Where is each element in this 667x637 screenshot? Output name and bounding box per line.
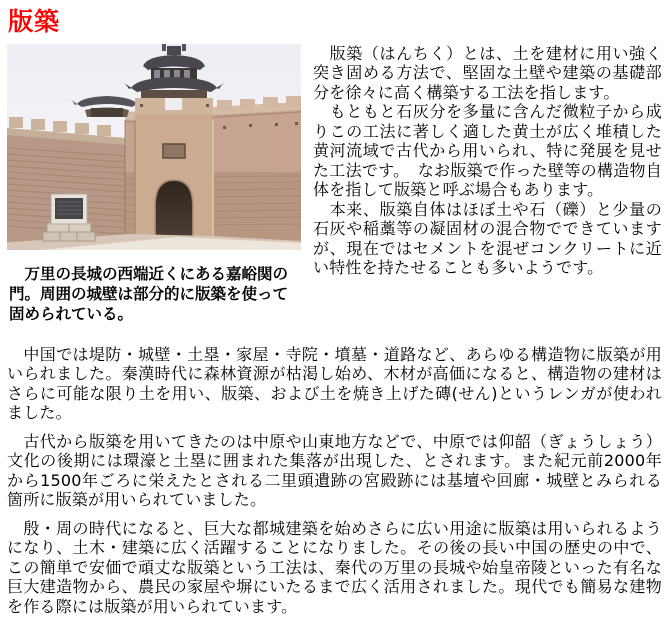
intro-paragraph: 版築（はんちく）とは、土を建材に用い強く突き固める方法で、堅固な土壁や建築の基礎部分を徐々に高く構築する工法を指します。 <box>313 43 662 102</box>
intro-column <box>313 44 662 278</box>
body-paragraph: 古代から版築を用いてきたのは中原や山東地方などで、中原では仰韶（ぎょうしょう）文化の後期には環濠と土塁に囲まれた集落が出現した、とされます。また紀元前2000年から1500年ごろに栄えたとされる二里頭遺跡の宮殿跡には基壇や回廊・城壁とみられる箇所に版築が用いられていました。 <box>7 431 662 509</box>
photo-column <box>7 44 302 324</box>
intro-paragraph: もともと石灰分を多量に含んだ微粒子から成りこの工法に著しく適した黄土が広く堆積した黄河流域で古代から用いられ、特に発展を見せた工法です。 なお版築で作った壁等の構造物自体を指して版築と呼ぶ場合もあります。 <box>313 102 662 199</box>
fortress-illustration <box>7 44 301 250</box>
fortress-photo <box>7 44 301 250</box>
body-paragraph: 中国では堤防・城壁・土塁・家屋・寺院・墳墓・道路など、あらゆる構造物に版築が用いられました。秦漢時代に森林資源が枯渇し始め、木材が高価になると、構造物の建材はさらに可能な限り土を用い、版築、および土を焼き上げた磚(せん)というレンガが使われました。 <box>7 344 662 422</box>
body-block <box>7 345 662 617</box>
page-title: 版築 <box>8 7 61 36</box>
content-row <box>7 44 662 324</box>
intro-paragraph: 本来、版築自体はほぼ土や石（礫）と少量の石灰や稲藁等の凝固材の混合物でできていますが、現在ではセメントを混ぜコンクリートに近い特性を持たせることも多いようです。 <box>313 199 662 277</box>
body-paragraph: 殷・周の時代になると、巨大な都城建築を始めさらに広い用途に版築は用いられるようになり、土木・建築に広く活躍することになりました。その後の長い中国の歴史の中で、この簡単で安価で頑丈な版築という工法は、秦代の万里の長城や始皇帝陵といった有名な巨大建造物から、農民の家屋や塀にいたるまで広く活用されました。現代でも簡易な建物を作る際には版築が用いられています。 <box>7 518 662 616</box>
photo-caption: 万里の長城の西端近くにある嘉峪関の門。周囲の城壁は部分的に版築を使って固められている。 <box>9 264 289 323</box>
tower-window <box>163 144 185 158</box>
stele-monument <box>43 194 95 241</box>
